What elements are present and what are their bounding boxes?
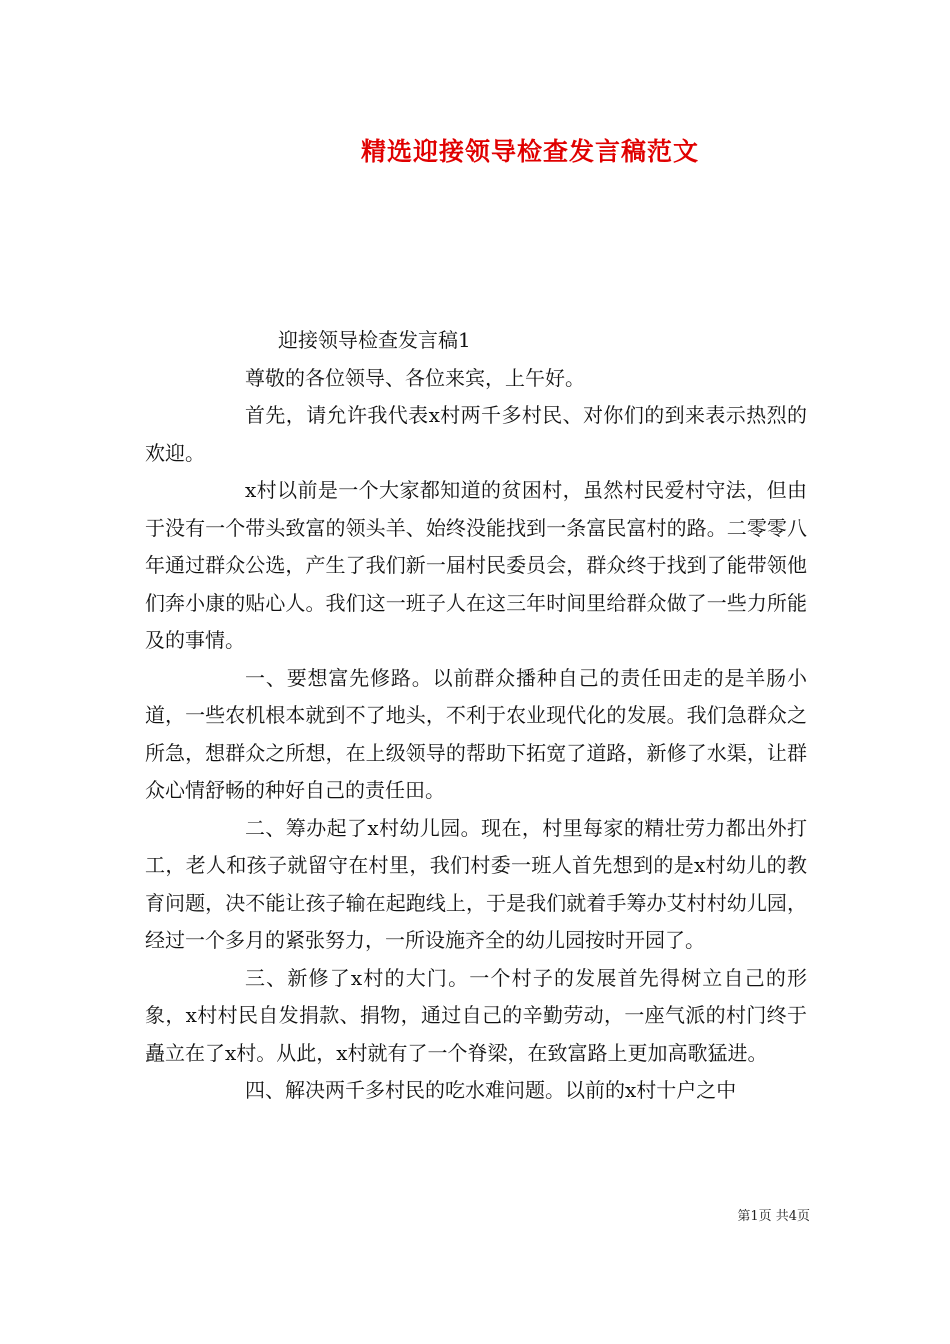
village-gate-paragraph: 三、新修了x村的大门。一个村子的发展首先得树立自己的形象，x村村民自发捐款、捐物，通过自己的辛勤劳动，一座气派的村门终于矗立在了x村。从此，x村就有了一个脊梁，在致富路上更加高歌猛进。 [145,965,807,1065]
road-paragraph: 一、要想富先修路。以前群众播种自己的责任田走的是羊肠小道，一些农机根本就到不了地头，不利于农业现代化的发展。我们急群众之所急，想群众之所想，在上级领导的帮助下拓宽了道路，新修了水渠，让群众心情舒畅的种好自己的责任田。 [145,665,807,802]
document-title: 精选迎接领导检查发言稿范文 [360,137,699,166]
section-heading: 迎接领导检查发言稿1 [278,328,471,352]
water-paragraph: 四、解决两千多村民的吃水难问题。以前的x村十户之中 [245,1078,737,1102]
kindergarten-paragraph: 二、筹办起了x村幼儿园。现在，村里每家的精壮劳力都出外打工，老人和孩子就留守在村里，我们村委一班人首先想到的是x村幼儿的教育问题，决不能让孩子输在起跑线上，于是我们就着手筹办艾村村幼儿园，经过一个多月的紧张努力，一所设施齐全的幼儿园按时开园了。 [145,815,807,952]
document-body [145,322,807,1110]
welcome-paragraph: 首先，请允许我代表x村两千多村民、对你们的到来表示热烈的欢迎。 [145,403,807,465]
page-number: 第1页 共4页 [737,1209,810,1224]
intro-paragraph: x村以前是一个大家都知道的贫困村，虽然村民爱村守法，但由于没有一个带头致富的领头羊、始终没能找到一条富民富村的路。二零零八年通过群众公选，产生了我们新一届村民委员会，群众终于找到了能带领他们奔小康的贴心人。我们这一班子人在这三年时间里给群众做了一些力所能及的事情。 [145,478,807,652]
greeting-paragraph: 尊敬的各位领导、各位来宾，上午好。 [245,365,585,390]
